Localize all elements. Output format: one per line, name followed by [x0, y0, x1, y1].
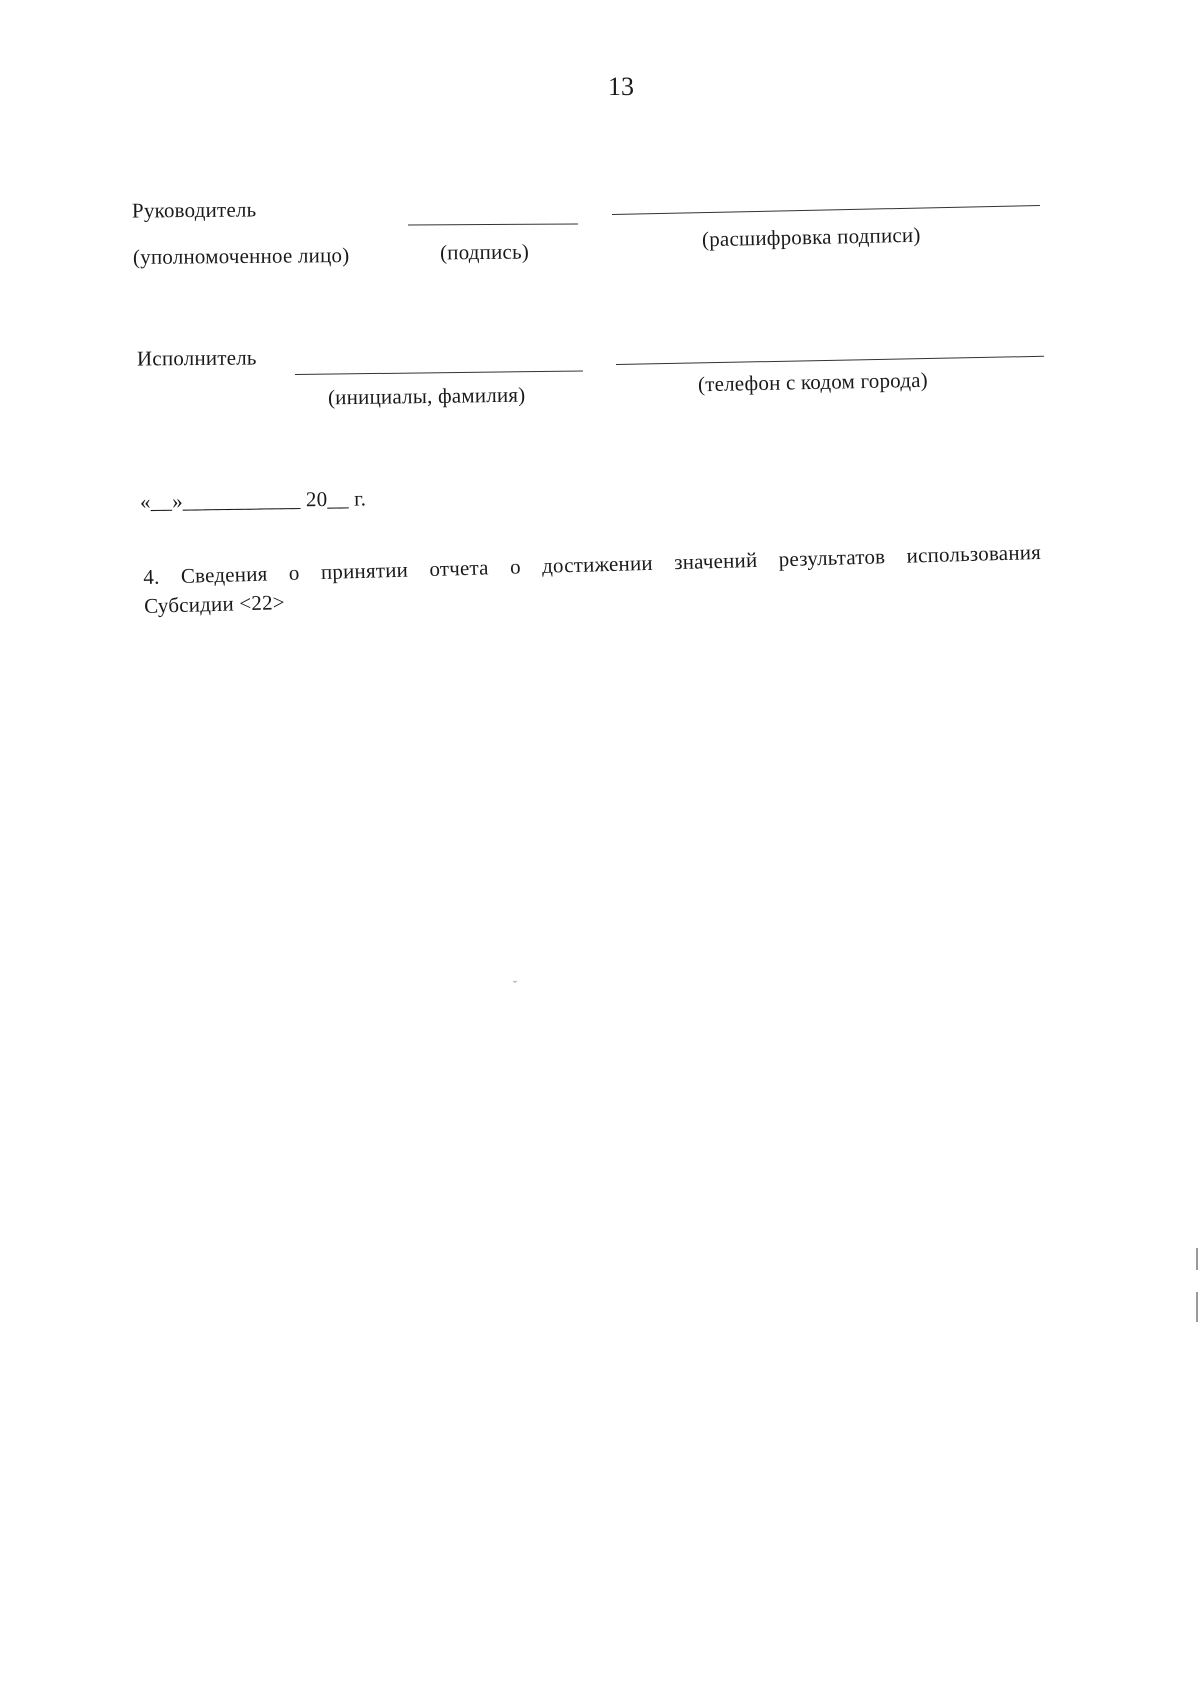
executor-initials-caption: (инициалы, фамилия) — [327, 382, 526, 410]
page-number: 13 — [608, 72, 634, 101]
signature-decoding-caption: (расшифровка подписи) — [701, 222, 921, 252]
scan-speck: ˇ — [513, 978, 517, 992]
head-label: Руководитель — [131, 197, 257, 223]
section-heading-line-1: 4. Сведения о принятии отчета о достижении значений результатов использования — [143, 539, 1042, 589]
executor-phone-caption: (телефон с кодом города) — [697, 367, 929, 397]
signature-decoding-line — [612, 205, 1040, 215]
scan-edge-mark — [1196, 1292, 1198, 1322]
scan-edge-mark — [1196, 1248, 1198, 1270]
executor-initials-line — [295, 370, 583, 375]
executor-label: Исполнитель — [136, 345, 257, 371]
signature-line — [408, 224, 578, 226]
head-sublabel: (уполномоченное лицо) — [132, 243, 350, 269]
signature-caption: (подпись) — [439, 239, 530, 265]
executor-phone-line — [616, 356, 1044, 365]
section-heading — [143, 540, 1044, 619]
section-heading-line-2: Субсидии <22> — [143, 590, 286, 618]
date-line: «__»___________ 20__ г. — [139, 486, 367, 514]
